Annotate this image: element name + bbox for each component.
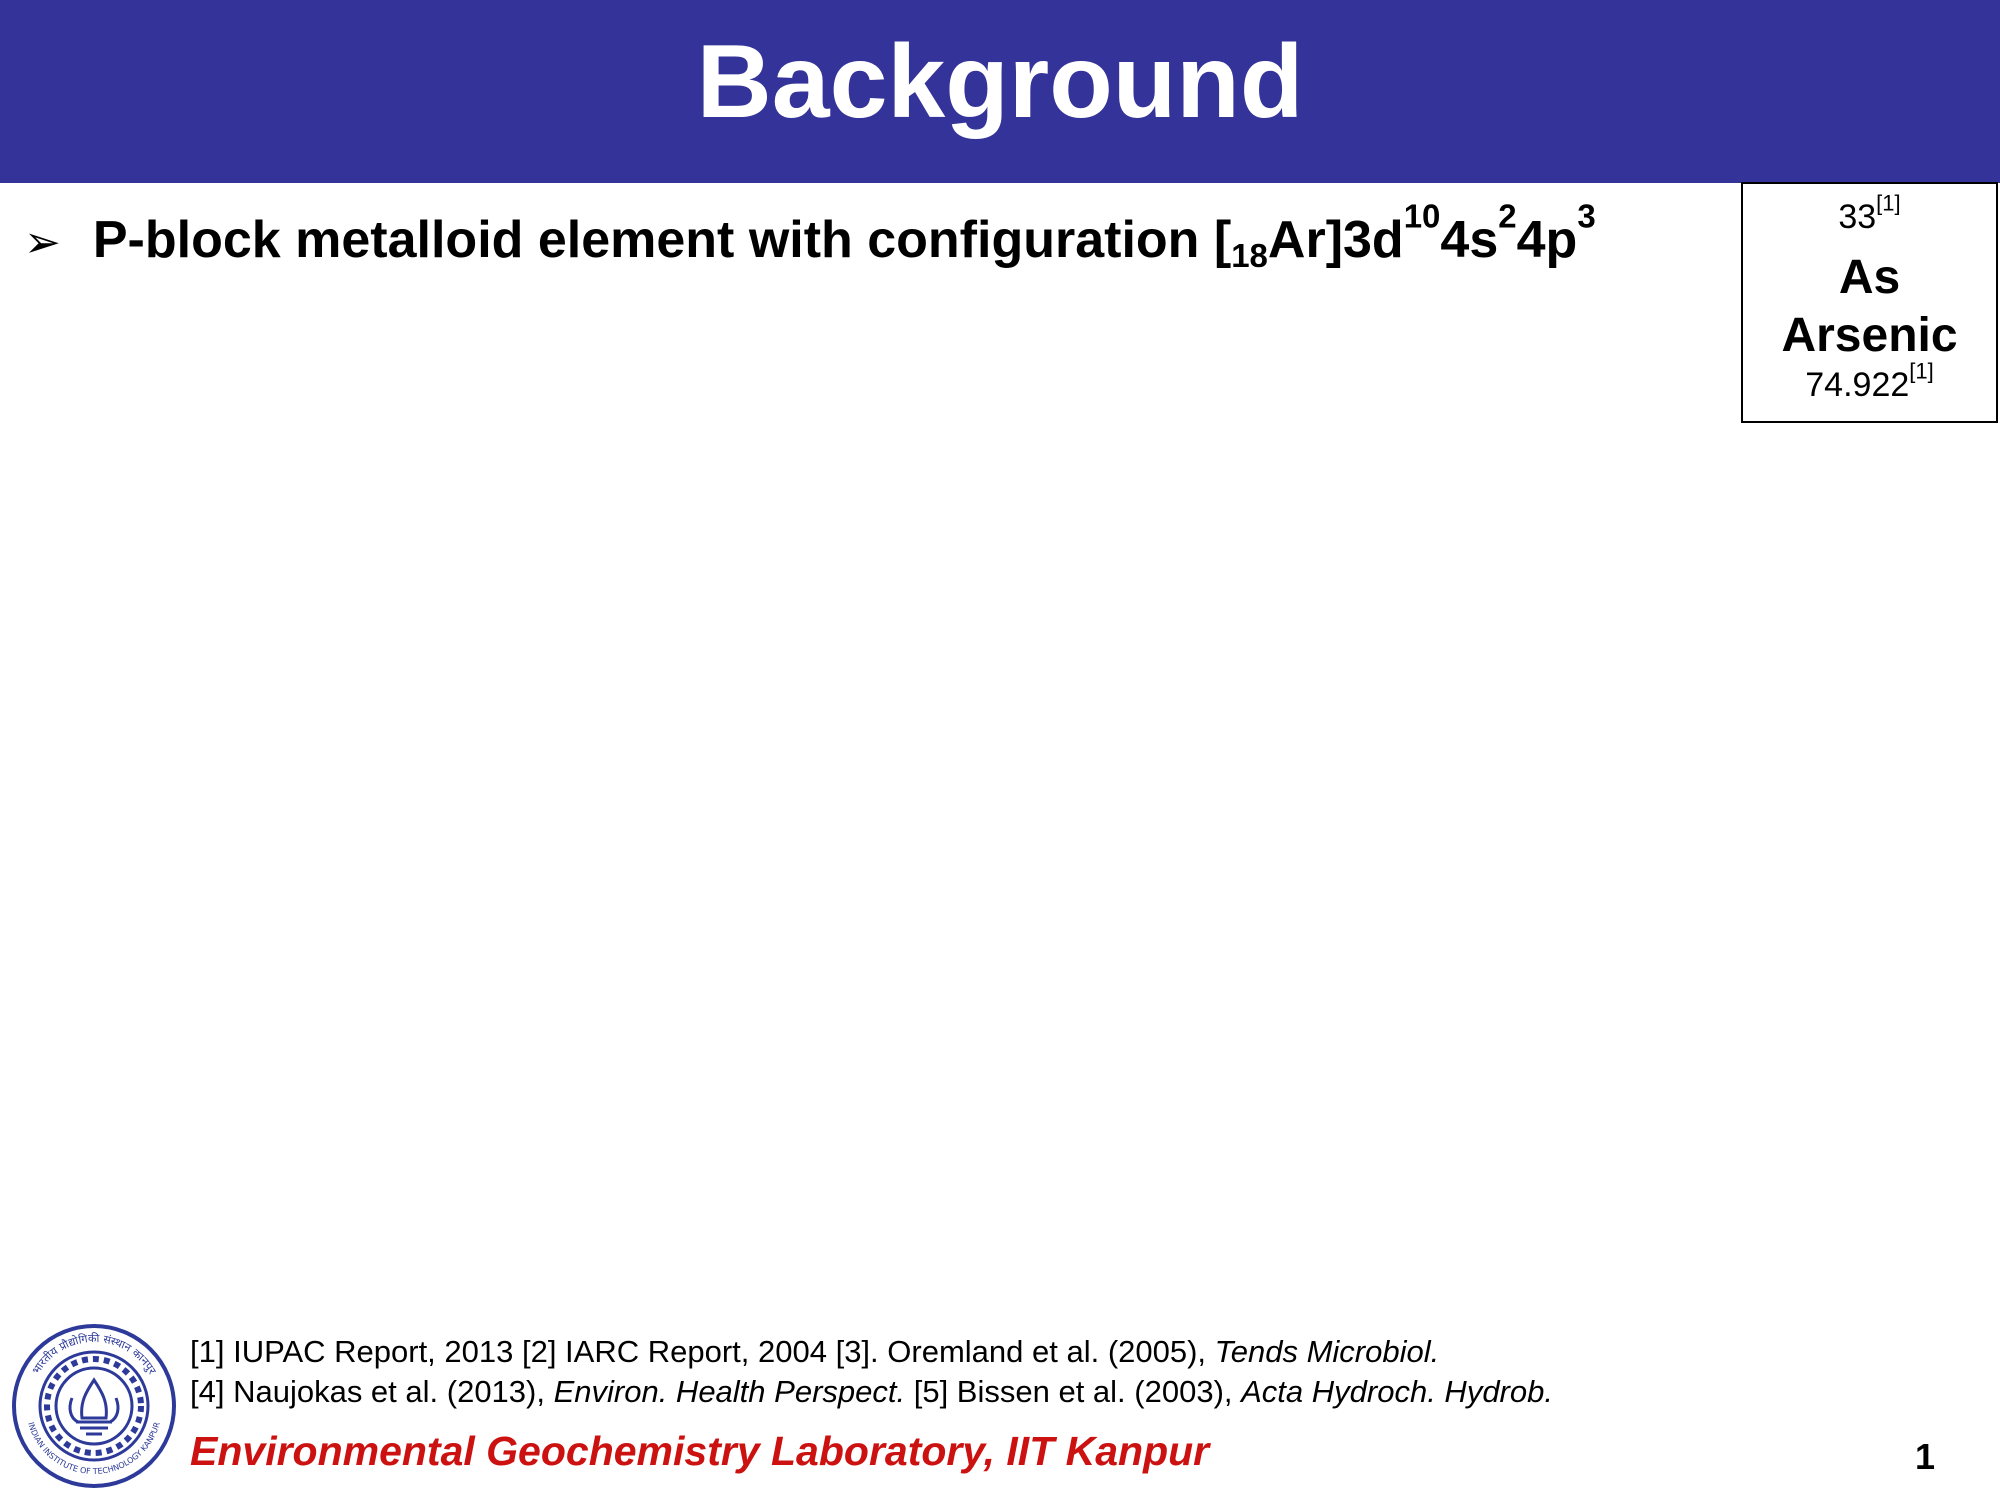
atomic-number (1743, 190, 1996, 237)
subscript-18: 18 (1231, 236, 1268, 274)
reference-journal: Acta Hydroch. Hydrob. (1241, 1374, 1553, 1409)
atomic-mass-value: 74.922 (1805, 366, 1910, 404)
title-bar (0, 0, 2000, 183)
reference-text: [5] Bissen et al. (2003), (905, 1374, 1242, 1409)
superscript-2: 2 (1498, 197, 1517, 235)
references (190, 1332, 1553, 1412)
reference-journal: Environ. Health Perspect. (553, 1374, 906, 1409)
element-symbol: As (1838, 251, 1901, 304)
reference-text: [4] Naujokas et al. (2013), (190, 1374, 554, 1409)
element-name: Arsenic (1781, 309, 1958, 362)
superscript-3: 3 (1577, 197, 1596, 235)
atomic-mass-ref: [1] (1909, 358, 1934, 384)
reference-line-1 (190, 1332, 1553, 1372)
page-number: 1 (1915, 1436, 1936, 1477)
iit-kanpur-seal-icon (10, 1322, 178, 1490)
atomic-number-ref: [1] (1876, 190, 1901, 216)
bullet-item (24, 197, 1596, 274)
superscript-10: 10 (1403, 197, 1441, 235)
atomic-number-value: 33 (1838, 198, 1877, 236)
seal-ring-text-bottom: INDIAN INSTITUTE OF TECHNOLOGY KANPUR (26, 1421, 162, 1477)
bullet-text-4s: 4s (1440, 211, 1499, 269)
reference-line-2 (190, 1372, 1553, 1412)
bullet-text-ar: Ar]3d (1267, 211, 1404, 269)
lab-name: Environmental Geochemistry Laboratory, IIT Kanpur (190, 1428, 1210, 1474)
periodic-element-card (1741, 182, 1998, 423)
arrow-bullet-icon: ➢ (24, 218, 61, 267)
bullet-text-main: P-block metalloid element with configuration [ (92, 211, 1232, 269)
bullet-text (92, 197, 1596, 274)
bullet-text-4p: 4p (1516, 211, 1578, 269)
seal-ring-text-top: भारतीय प्रौद्योगिकी संस्थान कानपुर (29, 1331, 159, 1377)
reference-text: [1] IUPAC Report, 2013 [2] IARC Report, 2004 [3]. Oremland et al. (2005), (190, 1334, 1215, 1369)
reference-journal: Tends Microbiol. (1214, 1334, 1440, 1369)
atomic-mass (1743, 358, 1996, 405)
slide-title: Background (696, 23, 1304, 140)
